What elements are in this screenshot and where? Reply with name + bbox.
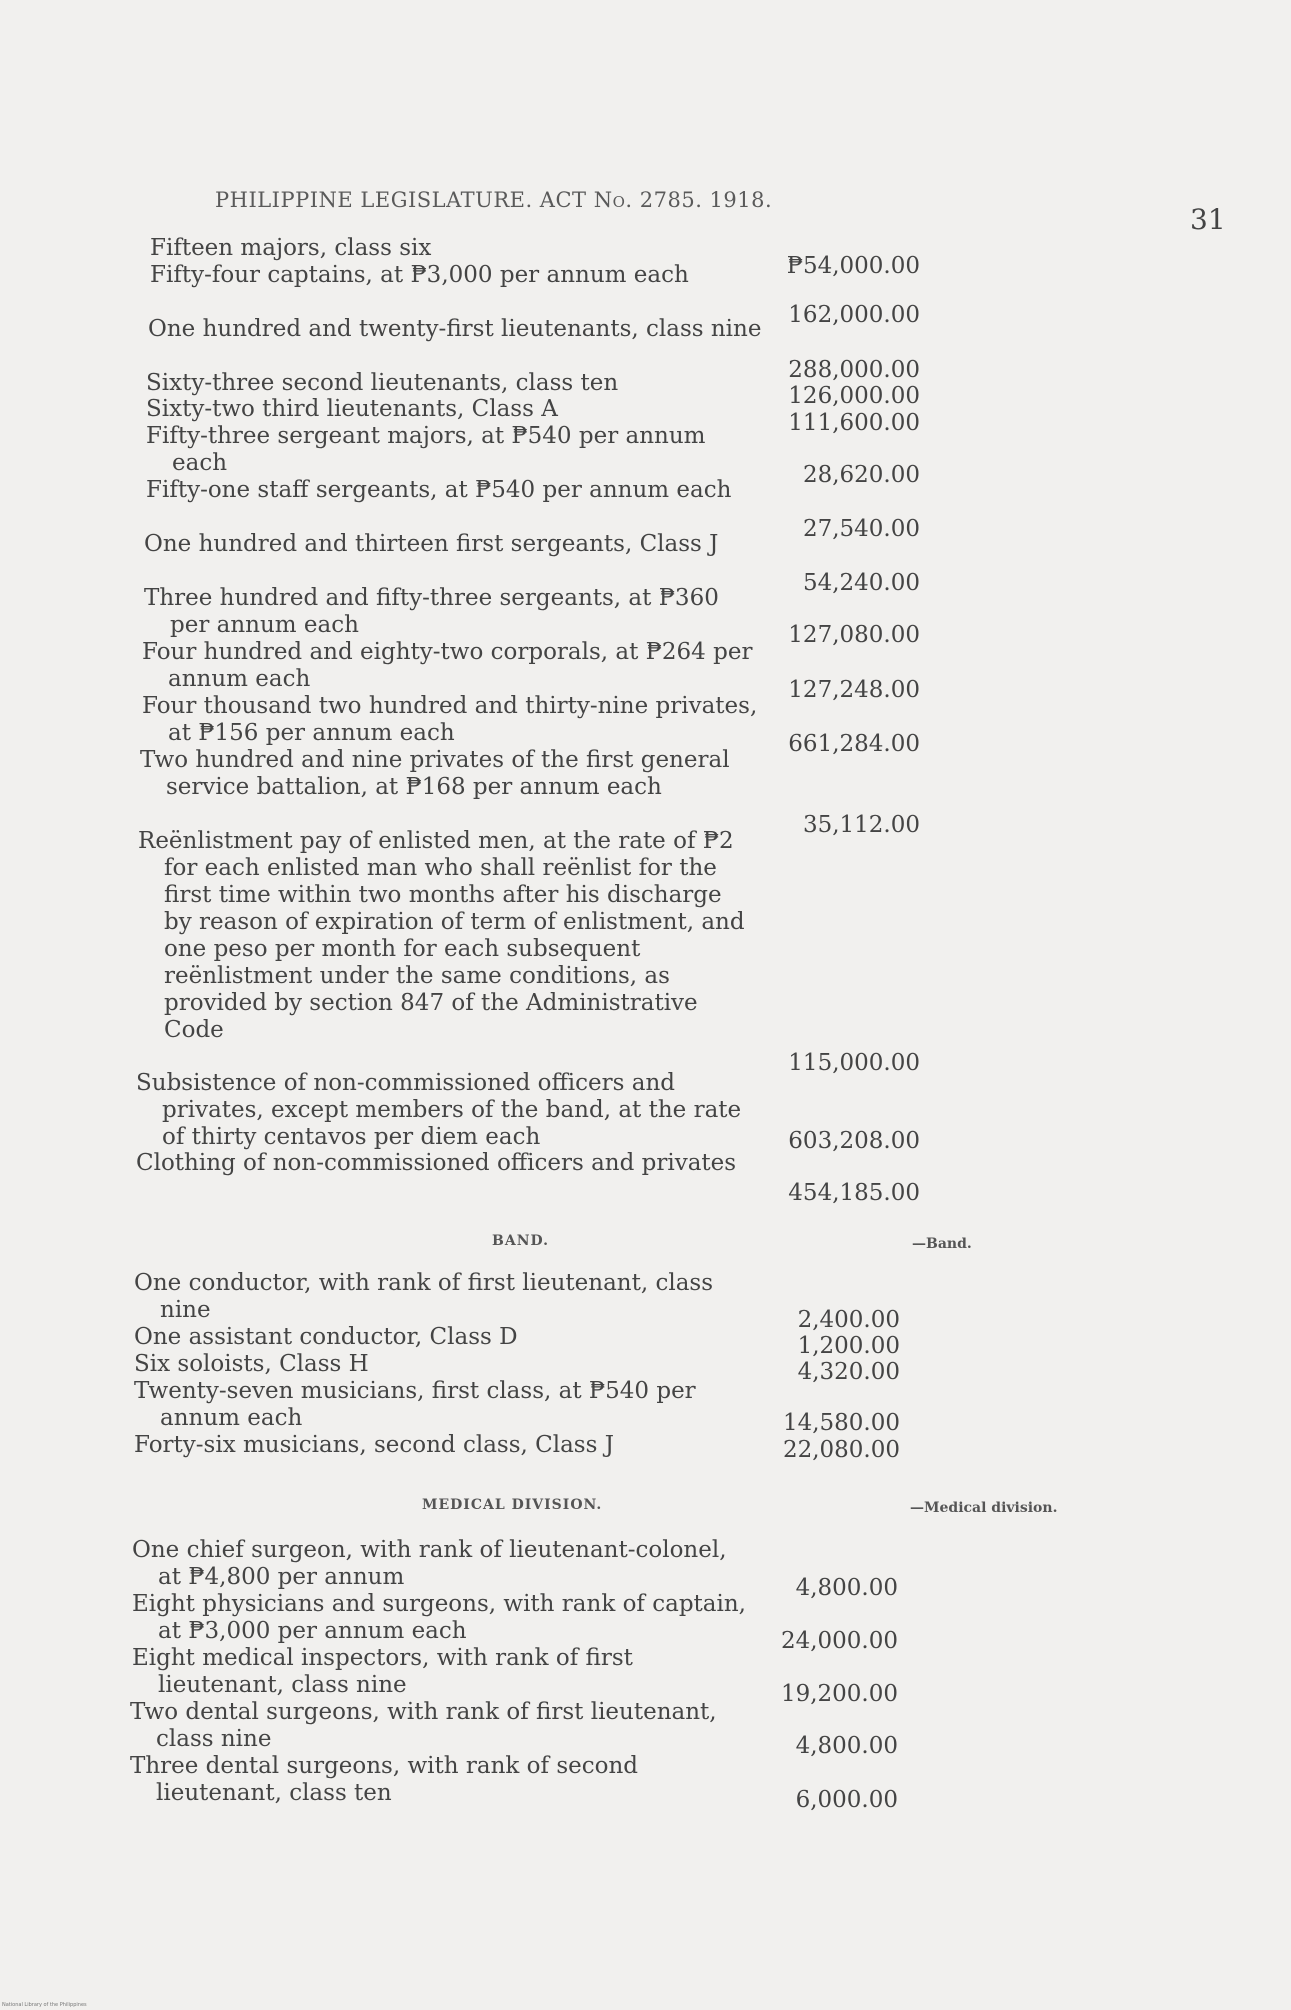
entry-description: Sixty-two third lieutenants, Class A	[146, 396, 558, 422]
entry-amount: 126,000.00	[788, 383, 920, 409]
entry-amount: 111,600.00	[788, 410, 920, 436]
entry-amount: 115,000.00	[788, 1050, 920, 1076]
entry-description: Subsistence of non-commissioned officers and privates, except members of the band, at the rate of thirty centavos per diem each	[136, 1070, 742, 1150]
entry-amount: 4,800.00	[795, 1733, 898, 1759]
entry-amount: 4,800.00	[795, 1575, 898, 1601]
entry-amount: 35,112.00	[802, 812, 920, 838]
running-head: PHILIPPINE LEGISLATURE. ACT No. 2785. 1918.	[215, 188, 773, 212]
entry-description: Eight medical inspectors, with rank of first lieutenant, class nine	[132, 1645, 633, 1698]
entry-amount: 27,540.00	[802, 516, 920, 542]
entry-amount: 454,185.00	[788, 1180, 920, 1206]
medical-heading: MEDICAL DIVISION.	[422, 1497, 603, 1513]
entry-amount: ₱54,000.00	[786, 253, 920, 279]
entry-amount: 4,320.00	[797, 1359, 900, 1385]
entry-description: Fifteen majors, class six	[150, 235, 432, 261]
entry-description: One hundred and thirteen first sergeants, Class J	[144, 531, 719, 557]
entry-amount: 2,400.00	[797, 1307, 900, 1333]
entry-amount: 6,000.00	[795, 1787, 898, 1813]
entry-amount: 22,080.00	[782, 1437, 900, 1463]
entry-description: Two dental surgeons, with rank of first lieutenant, class nine	[130, 1699, 717, 1752]
entry-amount: 162,000.00	[788, 302, 920, 328]
entry-amount: 24,000.00	[780, 1628, 898, 1654]
entry-amount: 1,200.00	[797, 1333, 900, 1359]
entry-description: Four thousand two hundred and thirty-nine privates, at ₱156 per annum each	[142, 693, 758, 746]
entry-description: Fifty-three sergeant majors, at ₱540 per annum each	[146, 423, 706, 476]
entry-description: Fifty-one staff sergeants, at ₱540 per annum each	[146, 477, 732, 503]
entry-description: One chief surgeon, with rank of lieutenant-colonel, at ₱4,800 per annum	[132, 1537, 727, 1590]
entry-amount: 603,208.00	[788, 1128, 920, 1154]
entry-description: Clothing of non-commissioned officers and privates	[136, 1150, 737, 1176]
footer-note: National Library of the Philippines	[2, 2002, 87, 2008]
entry-description: One hundred and twenty-first lieutenants, class nine	[148, 316, 762, 342]
entry-description: Sixty-three second lieutenants, class ten	[146, 370, 619, 396]
page-number: 31	[1190, 203, 1226, 236]
band-heading: BAND.	[492, 1233, 550, 1249]
entry-amount: 127,248.00	[788, 677, 920, 703]
entry-amount: 14,580.00	[782, 1410, 900, 1436]
entry-description: Eight physicians and surgeons, with rank of captain, at ₱3,000 per annum each	[132, 1591, 746, 1644]
entry-amount: 127,080.00	[788, 622, 920, 648]
band-margin-note: —Band.	[912, 1236, 972, 1252]
entry-description: Six soloists, Class H	[134, 1351, 369, 1377]
entry-amount: 28,620.00	[802, 462, 920, 488]
entry-amount: 661,284.00	[788, 731, 920, 757]
entry-description: Four hundred and eighty-two corporals, at ₱264 per annum each	[142, 639, 753, 692]
entry-description: Reënlistment pay of enlisted men, at the rate of ₱2 for each enlisted man who shall reënlist for the first time within two months after his discharge by reason of expiration of term of enlistment, and one peso per month for each subsequent reënlistment under the same conditions, as provided by section 847 of the Administrative Code	[138, 828, 745, 1043]
entry-description: Twenty-seven musicians, first class, at ₱540 per annum each	[134, 1378, 696, 1431]
entry-description: Fifty-four captains, at ₱3,000 per annum each	[150, 262, 689, 288]
entry-description: One assistant conductor, Class D	[134, 1324, 518, 1350]
entry-description: Forty-six musicians, second class, Class J	[134, 1432, 614, 1458]
entry-description: One conductor, with rank of first lieutenant, class nine	[134, 1270, 714, 1323]
entry-amount: 54,240.00	[802, 570, 920, 596]
entry-amount: 19,200.00	[780, 1681, 898, 1707]
entry-description: Three dental surgeons, with rank of second lieutenant, class ten	[130, 1753, 639, 1806]
entry-description: Three hundred and fifty-three sergeants, at ₱360 per annum each	[144, 585, 719, 638]
medical-margin-note: —Medical division.	[910, 1500, 1058, 1516]
entry-description: Two hundred and nine privates of the first general service battalion, at ₱168 per annum each	[140, 747, 730, 800]
entry-amount: 288,000.00	[788, 357, 920, 383]
